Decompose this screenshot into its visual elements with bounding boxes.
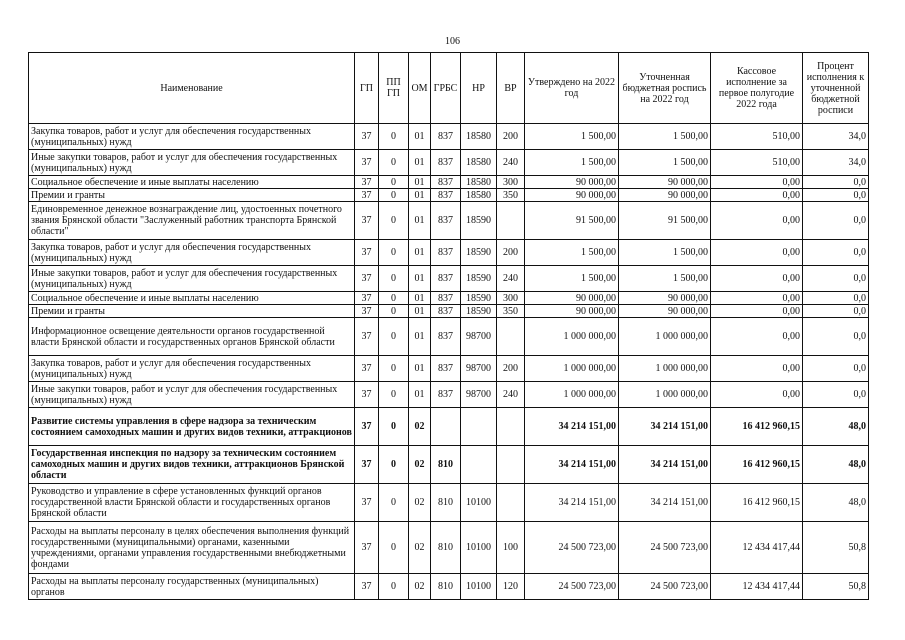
cell-grbs: 837 bbox=[431, 318, 461, 356]
cell-om: 02 bbox=[409, 574, 431, 600]
cell-ppgp: 0 bbox=[379, 574, 409, 600]
cell-nr: 98700 bbox=[461, 382, 497, 408]
cell-approved: 90 000,00 bbox=[525, 305, 619, 318]
cell-vr: 200 bbox=[497, 124, 525, 150]
cell-name: Иные закупки товаров, работ и услуг для обеспечения государственных (муниципальных) нужд bbox=[29, 266, 355, 292]
cell-cash: 0,00 bbox=[711, 382, 803, 408]
cell-cash: 0,00 bbox=[711, 176, 803, 189]
column-header: ВР bbox=[497, 53, 525, 124]
cell-grbs: 837 bbox=[431, 189, 461, 202]
cell-pct: 0,0 bbox=[803, 240, 869, 266]
cell-om: 01 bbox=[409, 176, 431, 189]
table-row bbox=[29, 202, 869, 240]
cell-om: 02 bbox=[409, 522, 431, 574]
cell-name: Закупка товаров, работ и услуг для обеспечения государственных (муниципальных) нужд bbox=[29, 240, 355, 266]
table-row bbox=[29, 382, 869, 408]
table-row bbox=[29, 292, 869, 305]
cell-ppgp: 0 bbox=[379, 356, 409, 382]
cell-ppgp: 0 bbox=[379, 240, 409, 266]
cell-pct: 0,0 bbox=[803, 318, 869, 356]
cell-approved: 24 500 723,00 bbox=[525, 522, 619, 574]
cell-revised: 90 000,00 bbox=[619, 292, 711, 305]
column-header: ГРБС bbox=[431, 53, 461, 124]
cell-vr: 120 bbox=[497, 574, 525, 600]
cell-cash: 0,00 bbox=[711, 202, 803, 240]
cell-nr: 18580 bbox=[461, 150, 497, 176]
cell-approved: 34 214 151,00 bbox=[525, 484, 619, 522]
column-header: Наименование bbox=[29, 53, 355, 124]
cell-name: Социальное обеспечение и иные выплаты населению bbox=[29, 176, 355, 189]
cell-gp: 37 bbox=[355, 356, 379, 382]
cell-vr: 300 bbox=[497, 176, 525, 189]
table-row bbox=[29, 176, 869, 189]
cell-name: Закупка товаров, работ и услуг для обеспечения государственных (муниципальных) нужд bbox=[29, 356, 355, 382]
cell-gp: 37 bbox=[355, 574, 379, 600]
cell-name: Государственная инспекция по надзору за техническим состоянием самоходных машин и других видов техники, аттракционов Брянской области bbox=[29, 446, 355, 484]
cell-om: 01 bbox=[409, 189, 431, 202]
cell-grbs: 810 bbox=[431, 446, 461, 484]
column-header: ПП ГП bbox=[379, 53, 409, 124]
cell-name: Руководство и управление в сфере установленных функций органов государственной власти Брянской области и государственных органов Брянской области bbox=[29, 484, 355, 522]
cell-vr: 350 bbox=[497, 189, 525, 202]
cell-gp: 37 bbox=[355, 305, 379, 318]
cell-nr: 18590 bbox=[461, 305, 497, 318]
cell-nr: 18590 bbox=[461, 292, 497, 305]
table-row bbox=[29, 318, 869, 356]
cell-cash: 0,00 bbox=[711, 318, 803, 356]
cell-approved: 90 000,00 bbox=[525, 292, 619, 305]
cell-nr bbox=[461, 446, 497, 484]
cell-vr: 240 bbox=[497, 382, 525, 408]
cell-name: Иные закупки товаров, работ и услуг для обеспечения государственных (муниципальных) нужд bbox=[29, 382, 355, 408]
cell-revised: 1 000 000,00 bbox=[619, 318, 711, 356]
cell-gp: 37 bbox=[355, 124, 379, 150]
cell-gp: 37 bbox=[355, 446, 379, 484]
cell-cash: 12 434 417,44 bbox=[711, 522, 803, 574]
cell-cash: 510,00 bbox=[711, 150, 803, 176]
cell-nr: 98700 bbox=[461, 356, 497, 382]
cell-grbs: 837 bbox=[431, 292, 461, 305]
cell-pct: 48,0 bbox=[803, 484, 869, 522]
cell-nr bbox=[461, 408, 497, 446]
table-row bbox=[29, 408, 869, 446]
cell-vr bbox=[497, 446, 525, 484]
cell-ppgp: 0 bbox=[379, 266, 409, 292]
cell-approved: 1 000 000,00 bbox=[525, 356, 619, 382]
table-row bbox=[29, 266, 869, 292]
cell-gp: 37 bbox=[355, 189, 379, 202]
table-body bbox=[29, 124, 869, 600]
cell-approved: 1 500,00 bbox=[525, 150, 619, 176]
cell-name: Закупка товаров, работ и услуг для обеспечения государственных (муниципальных) нужд bbox=[29, 124, 355, 150]
cell-gp: 37 bbox=[355, 292, 379, 305]
cell-ppgp: 0 bbox=[379, 292, 409, 305]
cell-gp: 37 bbox=[355, 176, 379, 189]
table-row bbox=[29, 124, 869, 150]
cell-om: 01 bbox=[409, 356, 431, 382]
cell-cash: 510,00 bbox=[711, 124, 803, 150]
cell-vr: 300 bbox=[497, 292, 525, 305]
cell-om: 02 bbox=[409, 484, 431, 522]
table-header-row bbox=[29, 53, 869, 124]
cell-revised: 34 214 151,00 bbox=[619, 446, 711, 484]
cell-revised: 90 000,00 bbox=[619, 176, 711, 189]
cell-grbs: 837 bbox=[431, 240, 461, 266]
cell-revised: 90 000,00 bbox=[619, 305, 711, 318]
cell-grbs: 810 bbox=[431, 484, 461, 522]
cell-ppgp: 0 bbox=[379, 446, 409, 484]
cell-pct: 0,0 bbox=[803, 305, 869, 318]
cell-om: 01 bbox=[409, 240, 431, 266]
cell-ppgp: 0 bbox=[379, 305, 409, 318]
cell-pct: 50,8 bbox=[803, 574, 869, 600]
cell-gp: 37 bbox=[355, 484, 379, 522]
cell-name: Социальное обеспечение и иные выплаты населению bbox=[29, 292, 355, 305]
cell-pct: 34,0 bbox=[803, 124, 869, 150]
cell-nr: 18590 bbox=[461, 202, 497, 240]
cell-grbs: 810 bbox=[431, 574, 461, 600]
cell-om: 01 bbox=[409, 202, 431, 240]
table-row bbox=[29, 240, 869, 266]
column-header: Уточненная бюджетная роспись на 2022 год bbox=[619, 53, 711, 124]
cell-grbs: 837 bbox=[431, 124, 461, 150]
cell-pct: 0,0 bbox=[803, 189, 869, 202]
cell-vr: 240 bbox=[497, 150, 525, 176]
cell-ppgp: 0 bbox=[379, 318, 409, 356]
cell-gp: 37 bbox=[355, 382, 379, 408]
cell-gp: 37 bbox=[355, 318, 379, 356]
cell-cash: 0,00 bbox=[711, 189, 803, 202]
cell-om: 01 bbox=[409, 318, 431, 356]
cell-name: Премии и гранты bbox=[29, 305, 355, 318]
cell-cash: 0,00 bbox=[711, 356, 803, 382]
cell-approved: 1 500,00 bbox=[525, 240, 619, 266]
cell-name: Иные закупки товаров, работ и услуг для обеспечения государственных (муниципальных) нужд bbox=[29, 150, 355, 176]
cell-om: 02 bbox=[409, 446, 431, 484]
cell-ppgp: 0 bbox=[379, 408, 409, 446]
cell-nr: 18590 bbox=[461, 240, 497, 266]
table-row bbox=[29, 484, 869, 522]
cell-revised: 1 000 000,00 bbox=[619, 382, 711, 408]
cell-pct: 50,8 bbox=[803, 522, 869, 574]
cell-approved: 90 000,00 bbox=[525, 176, 619, 189]
page-number: 106 bbox=[445, 36, 460, 47]
cell-vr bbox=[497, 202, 525, 240]
cell-nr: 10100 bbox=[461, 574, 497, 600]
cell-revised: 90 000,00 bbox=[619, 189, 711, 202]
cell-approved: 1 000 000,00 bbox=[525, 318, 619, 356]
cell-ppgp: 0 bbox=[379, 522, 409, 574]
cell-nr: 18590 bbox=[461, 266, 497, 292]
cell-grbs: 837 bbox=[431, 356, 461, 382]
cell-cash: 16 412 960,15 bbox=[711, 408, 803, 446]
cell-name: Развитие системы управления в сфере надзора за техническим состоянием самоходных машин и других видов техники, аттракционов bbox=[29, 408, 355, 446]
cell-grbs: 837 bbox=[431, 176, 461, 189]
cell-name: Расходы на выплаты персоналу государственных (муниципальных) органов bbox=[29, 574, 355, 600]
cell-cash: 16 412 960,15 bbox=[711, 446, 803, 484]
cell-pct: 34,0 bbox=[803, 150, 869, 176]
cell-om: 01 bbox=[409, 266, 431, 292]
cell-vr bbox=[497, 318, 525, 356]
cell-om: 01 bbox=[409, 124, 431, 150]
cell-name: Информационное освещение деятельности органов государственной власти Брянской области и государственных органов Брянской области bbox=[29, 318, 355, 356]
cell-approved: 91 500,00 bbox=[525, 202, 619, 240]
column-header: Утверждено на 2022 год bbox=[525, 53, 619, 124]
cell-grbs: 810 bbox=[431, 522, 461, 574]
cell-gp: 37 bbox=[355, 150, 379, 176]
column-header: Процент исполнения к уточненной бюджетной росписи bbox=[803, 53, 869, 124]
cell-pct: 0,0 bbox=[803, 382, 869, 408]
cell-vr bbox=[497, 408, 525, 446]
cell-pct: 0,0 bbox=[803, 202, 869, 240]
cell-pct: 0,0 bbox=[803, 266, 869, 292]
column-header: Кассовое исполнение за первое полугодие 2022 года bbox=[711, 53, 803, 124]
cell-vr bbox=[497, 484, 525, 522]
cell-grbs: 837 bbox=[431, 150, 461, 176]
cell-nr: 10100 bbox=[461, 522, 497, 574]
cell-revised: 1 500,00 bbox=[619, 124, 711, 150]
cell-ppgp: 0 bbox=[379, 124, 409, 150]
cell-cash: 0,00 bbox=[711, 240, 803, 266]
cell-cash: 0,00 bbox=[711, 266, 803, 292]
cell-revised: 1 500,00 bbox=[619, 150, 711, 176]
cell-approved: 34 214 151,00 bbox=[525, 446, 619, 484]
cell-approved: 1 000 000,00 bbox=[525, 382, 619, 408]
cell-cash: 0,00 bbox=[711, 292, 803, 305]
cell-name: Единовременное денежное вознаграждение лиц, удостоенных почетного звания Брянской области "Заслуженный работник транспорта Брянской области" bbox=[29, 202, 355, 240]
cell-ppgp: 0 bbox=[379, 150, 409, 176]
cell-gp: 37 bbox=[355, 522, 379, 574]
cell-name: Премии и гранты bbox=[29, 189, 355, 202]
cell-gp: 37 bbox=[355, 266, 379, 292]
cell-grbs: 837 bbox=[431, 202, 461, 240]
cell-revised: 34 214 151,00 bbox=[619, 408, 711, 446]
cell-approved: 1 500,00 bbox=[525, 266, 619, 292]
cell-approved: 24 500 723,00 bbox=[525, 574, 619, 600]
cell-revised: 24 500 723,00 bbox=[619, 522, 711, 574]
table-row bbox=[29, 150, 869, 176]
cell-approved: 90 000,00 bbox=[525, 189, 619, 202]
cell-pct: 48,0 bbox=[803, 408, 869, 446]
column-header: ГП bbox=[355, 53, 379, 124]
cell-ppgp: 0 bbox=[379, 382, 409, 408]
cell-ppgp: 0 bbox=[379, 176, 409, 189]
cell-ppgp: 0 bbox=[379, 202, 409, 240]
cell-grbs bbox=[431, 408, 461, 446]
cell-nr: 18580 bbox=[461, 189, 497, 202]
cell-pct: 0,0 bbox=[803, 176, 869, 189]
cell-revised: 1 000 000,00 bbox=[619, 356, 711, 382]
cell-approved: 34 214 151,00 bbox=[525, 408, 619, 446]
cell-grbs: 837 bbox=[431, 305, 461, 318]
column-header: ОМ bbox=[409, 53, 431, 124]
cell-grbs: 837 bbox=[431, 382, 461, 408]
cell-ppgp: 0 bbox=[379, 189, 409, 202]
cell-vr: 100 bbox=[497, 522, 525, 574]
cell-pct: 48,0 bbox=[803, 446, 869, 484]
cell-cash: 12 434 417,44 bbox=[711, 574, 803, 600]
cell-nr: 18580 bbox=[461, 124, 497, 150]
table-row bbox=[29, 446, 869, 484]
cell-revised: 1 500,00 bbox=[619, 266, 711, 292]
cell-nr: 18580 bbox=[461, 176, 497, 189]
cell-ppgp: 0 bbox=[379, 484, 409, 522]
cell-om: 01 bbox=[409, 292, 431, 305]
cell-pct: 0,0 bbox=[803, 292, 869, 305]
cell-vr: 200 bbox=[497, 356, 525, 382]
table-row bbox=[29, 356, 869, 382]
cell-approved: 1 500,00 bbox=[525, 124, 619, 150]
table-row bbox=[29, 305, 869, 318]
cell-om: 01 bbox=[409, 305, 431, 318]
cell-cash: 0,00 bbox=[711, 305, 803, 318]
budget-table bbox=[28, 52, 869, 600]
column-header: НР bbox=[461, 53, 497, 124]
cell-nr: 98700 bbox=[461, 318, 497, 356]
table-row bbox=[29, 189, 869, 202]
cell-gp: 37 bbox=[355, 408, 379, 446]
cell-gp: 37 bbox=[355, 202, 379, 240]
cell-revised: 1 500,00 bbox=[619, 240, 711, 266]
cell-revised: 24 500 723,00 bbox=[619, 574, 711, 600]
cell-nr: 10100 bbox=[461, 484, 497, 522]
cell-cash: 16 412 960,15 bbox=[711, 484, 803, 522]
cell-pct: 0,0 bbox=[803, 356, 869, 382]
cell-revised: 34 214 151,00 bbox=[619, 484, 711, 522]
cell-vr: 200 bbox=[497, 240, 525, 266]
cell-name: Расходы на выплаты персоналу в целях обеспечения выполнения функций государственными (муниципальными) органами, казенными учреждениями, органами управления государственными внебюджетными фондами bbox=[29, 522, 355, 574]
table-row bbox=[29, 574, 869, 600]
cell-gp: 37 bbox=[355, 240, 379, 266]
cell-om: 01 bbox=[409, 150, 431, 176]
cell-om: 02 bbox=[409, 408, 431, 446]
cell-grbs: 837 bbox=[431, 266, 461, 292]
cell-revised: 91 500,00 bbox=[619, 202, 711, 240]
table-row bbox=[29, 522, 869, 574]
cell-om: 01 bbox=[409, 382, 431, 408]
cell-vr: 350 bbox=[497, 305, 525, 318]
cell-vr: 240 bbox=[497, 266, 525, 292]
